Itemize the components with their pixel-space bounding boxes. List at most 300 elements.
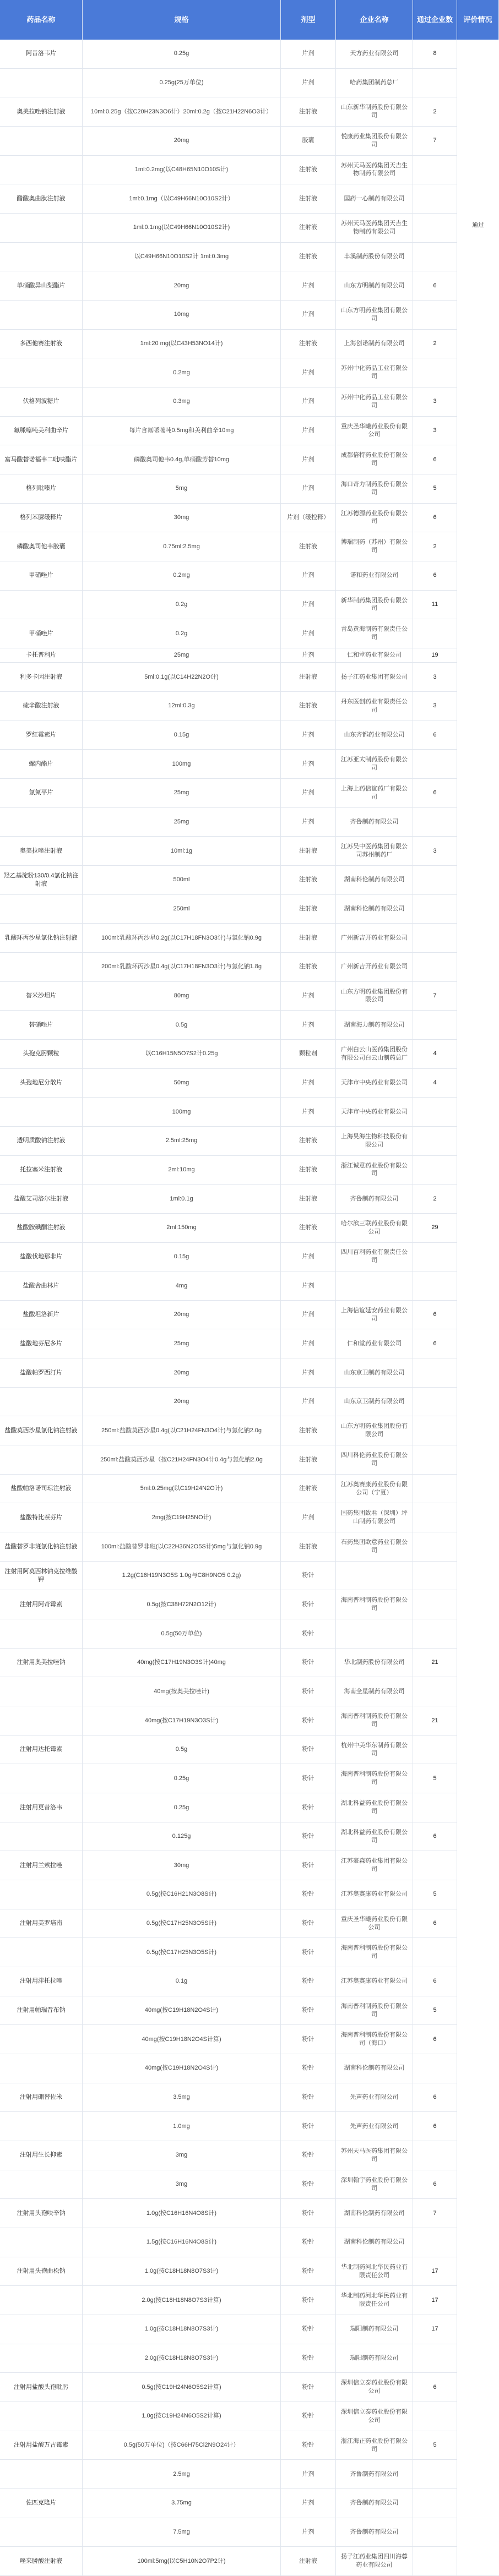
company-count-cell: [413, 2054, 457, 2083]
spec-cell: 2ml:150mg: [83, 1214, 281, 1243]
company-cell: 国药集团致君（深圳）坪山制药有限公司: [336, 1503, 413, 1532]
company-count-cell: 6: [413, 445, 457, 474]
drug-name-cell: [0, 1764, 83, 1793]
dosage-form-cell: 粉针: [281, 2170, 336, 2200]
company-cell: 瑞阳制药有限公司: [336, 2344, 413, 2373]
spec-cell: 250ml:盐酸莫西沙星（按C21H24FN3O4计0.4g与氯化钠2.0g: [83, 1445, 281, 1475]
company-cell: 华北制药河北华民药业有限责任公司: [336, 2257, 413, 2286]
dosage-form-cell: 注射液: [281, 1416, 336, 1445]
dosage-form-cell: 注射液: [281, 1127, 336, 1156]
company-cell: 山东京卫制药有限公司: [336, 1388, 413, 1417]
spec-cell: 3mg: [83, 2141, 281, 2170]
spec-cell: 40mg(按C19H18N2O4S计): [83, 1996, 281, 2026]
drug-name-cell: 单硝酸异山梨酯片: [0, 271, 83, 301]
drug-name-cell: [0, 2112, 83, 2141]
spec-cell: 0.5g(按C17H25N3O5S计): [83, 1938, 281, 1967]
company-cell: 海南普利制药股份有限公司（海口）: [336, 2025, 413, 2054]
company-cell: 江苏奥赛康药业有限公司: [336, 1967, 413, 1996]
company-cell: 山东新华制药股份有限公司: [336, 97, 413, 127]
drug-name-cell: [0, 1677, 83, 1706]
dosage-form-cell: 粉针: [281, 1562, 336, 1591]
company-count-cell: [413, 2489, 457, 2518]
dosage-form-cell: 注射液: [281, 924, 336, 953]
company-count-cell: 7: [413, 982, 457, 1011]
company-cell: 成都倍特药业股份有限公司: [336, 445, 413, 474]
company-cell: 湖南科伦制药有限公司: [336, 895, 413, 924]
company-count-cell: 5: [413, 1996, 457, 2026]
dosage-form-cell: 粉针: [281, 1880, 336, 1909]
company-count-cell: [413, 301, 457, 330]
spec-cell: 20mg: [83, 1388, 281, 1417]
company-cell: 山东方明药业集团有限公司: [336, 301, 413, 330]
dosage-form-cell: 粉针: [281, 1851, 336, 1880]
company-cell: 山东方明药业集团股份有限公司: [336, 1416, 413, 1445]
company-count-cell: 3: [413, 692, 457, 721]
company-count-cell: [413, 2141, 457, 2170]
drug-name-cell: 注射用头孢曲松钠: [0, 2257, 83, 2286]
dosage-form-cell: 片剂: [281, 1503, 336, 1532]
dosage-form-cell: 片剂: [281, 808, 336, 837]
company-count-cell: 3: [413, 837, 457, 866]
spec-cell: 1.2g(C16H19N3O5S 1.0g与C8H9NO5 0.2g): [83, 1562, 281, 1591]
spec-cell: 磷酸奥司他韦0.4g,单硝酸芳替10mg: [83, 445, 281, 474]
drug-name-cell: [0, 2315, 83, 2344]
company-count-cell: [413, 2547, 457, 2576]
company-count-cell: 5: [413, 2431, 457, 2460]
drug-name-cell: 盐酸胺碘酮注射液: [0, 1214, 83, 1243]
company-cell: 国药一心制药有限公司: [336, 184, 413, 214]
company-count-cell: [413, 808, 457, 837]
dosage-form-cell: 粉针: [281, 1967, 336, 1996]
company-count-cell: 2: [413, 330, 457, 359]
company-count-cell: 6: [413, 2083, 457, 2113]
dosage-form-cell: 片剂: [281, 648, 336, 663]
company-cell: 广州新吉开药业有限公司: [336, 924, 413, 953]
company-cell: 苏州中化药品工业有限公司: [336, 358, 413, 388]
drug-name-cell: [0, 1938, 83, 1967]
drug-name-cell: [0, 1098, 83, 1127]
drug-name-cell: [0, 2518, 83, 2547]
spec-cell: 0.1g: [83, 1967, 281, 1996]
company-cell: 湖南科伦制药有限公司: [336, 2199, 413, 2228]
company-cell: 天津市中央药业有限公司: [336, 1098, 413, 1127]
company-cell: 四川科伦药业股份有限公司: [336, 1445, 413, 1475]
company-count-cell: 4: [413, 1040, 457, 1069]
dosage-form-cell: 颗粒剂: [281, 1040, 336, 1069]
drug-name-cell: 替米沙坦片: [0, 982, 83, 1011]
dosage-form-cell: 片剂: [281, 591, 336, 620]
company-count-cell: [413, 953, 457, 982]
drug-name-cell: 注射用阿莫西林钠克拉维酸钾: [0, 1562, 83, 1591]
company-cell: 齐鲁制药有限公司: [336, 1185, 413, 1214]
company-cell: 湖南海力制药有限公司: [336, 1011, 413, 1040]
dosage-form-cell: 片剂: [281, 561, 336, 591]
dosage-form-cell: 片剂: [281, 417, 336, 446]
dosage-form-cell: 注射液: [281, 214, 336, 243]
company-count-cell: 6: [413, 1301, 457, 1330]
company-count-cell: 6: [413, 2112, 457, 2141]
company-cell: 山东齐都药业有限公司: [336, 721, 413, 750]
dosage-form-cell: 注射液: [281, 895, 336, 924]
spec-cell: 每片含氟哌噻吨0.5mg和美利曲辛10mg: [83, 417, 281, 446]
drug-name-cell: [0, 2054, 83, 2083]
company-cell: 湖南科伦制药有限公司: [336, 2054, 413, 2083]
header-count: 通过企业数: [413, 0, 457, 40]
spec-cell: 25mg: [83, 779, 281, 808]
drug-name-cell: [0, 1388, 83, 1417]
company-cell: 齐鲁制药有限公司: [336, 2460, 413, 2489]
company-count-cell: 5: [413, 1764, 457, 1793]
dosage-form-cell: 片剂: [281, 2518, 336, 2547]
spec-cell: 1.0mg: [83, 2112, 281, 2141]
dosage-form-cell: 片剂: [281, 619, 336, 648]
company-cell: 扬子江药业集团四川海蓉药业有限公司: [336, 2547, 413, 2576]
dosage-form-cell: 片剂（缓控释）: [281, 504, 336, 533]
company-count-cell: [413, 1532, 457, 1562]
drug-name-cell: 注射用盐酸头孢吡肟: [0, 2373, 83, 2402]
company-cell: 浙江诚意药业股份有限公司: [336, 1156, 413, 1185]
company-count-cell: 19: [413, 648, 457, 663]
spec-cell: 0.5g(按C38H72N2O12计): [83, 1590, 281, 1619]
company-count-cell: 4: [413, 1069, 457, 1098]
company-cell: 仁和堂药业有限公司: [336, 648, 413, 663]
dosage-form-cell: 注射液: [281, 837, 336, 866]
spec-cell: 0.5g(50万单位)（按C66H75Cl2N9O24计）: [83, 2431, 281, 2460]
company-cell: 湖北科益药业股份有限公司: [336, 1793, 413, 1822]
company-cell: 青岛黄海制药有限责任公司: [336, 619, 413, 648]
company-cell: 哈尔滨三联药业股份有限公司: [336, 1214, 413, 1243]
dosage-form-cell: 片剂: [281, 1011, 336, 1040]
company-count-cell: 2: [413, 97, 457, 127]
company-count-cell: 6: [413, 721, 457, 750]
spec-cell: 0.25g: [83, 1764, 281, 1793]
dosage-form-cell: 片剂: [281, 779, 336, 808]
company-cell: 海南全星制药有限公司: [336, 1677, 413, 1706]
spec-cell: 25mg: [83, 648, 281, 663]
company-cell: 江苏奥赛康药业股份有限公司（宁夏）: [336, 1475, 413, 1504]
drug-name-cell: 奥美拉唑注射液: [0, 837, 83, 866]
spec-cell: 3mg: [83, 2170, 281, 2200]
company-count-cell: 17: [413, 2257, 457, 2286]
dosage-form-cell: 注射液: [281, 1214, 336, 1243]
drug-name-cell: 格列苯脲缓释片: [0, 504, 83, 533]
drug-name-cell: [0, 156, 83, 185]
dosage-form-cell: 胶囊: [281, 127, 336, 156]
spec-cell: 10ml:1g: [83, 837, 281, 866]
company-cell: 苏州中化药品工业有限公司: [336, 388, 413, 417]
company-count-cell: [413, 243, 457, 272]
dosage-form-cell: 粉针: [281, 2025, 336, 2054]
company-count-cell: 6: [413, 2025, 457, 2054]
dosage-form-cell: 注射液: [281, 330, 336, 359]
spec-cell: 40mg(按C19H18N2O4S计): [83, 2054, 281, 2083]
company-count-cell: 3: [413, 417, 457, 446]
company-count-cell: [413, 156, 457, 185]
spec-cell: 以C16H15N5O7S2计0.25g: [83, 1040, 281, 1069]
drug-name-cell: [0, 953, 83, 982]
dosage-form-cell: 注射液: [281, 1475, 336, 1504]
company-count-cell: 6: [413, 779, 457, 808]
spec-cell: 0.25g: [83, 40, 281, 69]
company-count-cell: [413, 1677, 457, 1706]
drug-name-cell: [0, 69, 83, 98]
dosage-form-cell: 注射液: [281, 866, 336, 895]
spec-cell: 20mg: [83, 1358, 281, 1388]
company-count-cell: [413, 1619, 457, 1649]
spec-cell: 40mg(按C17H19N3O3S计)40mg: [83, 1649, 281, 1678]
drug-name-cell: 注射用帕瑞昔布钠: [0, 1996, 83, 2026]
spec-cell: 80mg: [83, 982, 281, 1011]
company-cell: 海南普利制药股份有限公司: [336, 1938, 413, 1967]
drug-name-cell: [0, 2286, 83, 2315]
company-cell: 重庆圣华曦药业股份有限公司: [336, 1909, 413, 1939]
company-count-cell: 6: [413, 561, 457, 591]
company-cell: [336, 1271, 413, 1301]
drug-name-cell: 注射用盐酸万古霉素: [0, 2431, 83, 2460]
spec-cell: 0.2g: [83, 591, 281, 620]
company-count-cell: 6: [413, 271, 457, 301]
company-count-cell: [413, 750, 457, 779]
company-cell: 杭州中美华东制药有限公司: [336, 1735, 413, 1765]
spec-cell: 0.3mg: [83, 388, 281, 417]
company-count-cell: 5: [413, 474, 457, 504]
spec-cell: 30mg: [83, 504, 281, 533]
header-company: 企业名称: [336, 0, 413, 40]
spec-cell: 20mg: [83, 127, 281, 156]
spec-cell: 0.2mg: [83, 358, 281, 388]
drug-name-cell: 富马酸替诺福韦二吡呋酯片: [0, 445, 83, 474]
spec-cell: 25mg: [83, 808, 281, 837]
dosage-form-cell: 注射液: [281, 1532, 336, 1562]
drug-name-cell: [0, 2344, 83, 2373]
company-count-cell: [413, 866, 457, 895]
drug-name-cell: [0, 2170, 83, 2200]
company-count-cell: [413, 1127, 457, 1156]
spec-cell: 100mg: [83, 750, 281, 779]
drug-name-cell: [0, 214, 83, 243]
drug-name-cell: [0, 1880, 83, 1909]
company-cell: 海南普利制药股份有限公司: [336, 1590, 413, 1619]
spec-cell: 0.5g(按C17H25N3O5S计): [83, 1909, 281, 1939]
dosage-form-cell: 片剂: [281, 982, 336, 1011]
company-count-cell: [413, 924, 457, 953]
spec-cell: 10mg: [83, 301, 281, 330]
dosage-form-cell: 片剂: [281, 1098, 336, 1127]
drug-name-cell: 利多卡因注射液: [0, 663, 83, 692]
spec-cell: 1.0g(按C18H18N8O7S3计): [83, 2257, 281, 2286]
dosage-form-cell: 片剂: [281, 2489, 336, 2518]
company-cell: 深圳信立泰药业股份有限公司: [336, 2373, 413, 2402]
company-cell: 上海信谊延安药业有限公司: [336, 1301, 413, 1330]
company-cell: 广州白云山医药集团股份有限公司白云山制药总厂: [336, 1040, 413, 1069]
drug-name-cell: [0, 1822, 83, 1852]
company-cell: 先声药业有限公司: [336, 2112, 413, 2141]
dosage-form-cell: 片剂: [281, 271, 336, 301]
drug-name-cell: 乳酸环丙沙星氯化钠注射液: [0, 924, 83, 953]
spec-cell: 1.0g(按C16H16N4O8S计): [83, 2199, 281, 2228]
company-count-cell: 17: [413, 2286, 457, 2315]
dosage-form-cell: 注射液: [281, 663, 336, 692]
spec-cell: 1ml:0.1mg（以C49H66N10O10S2计）: [83, 184, 281, 214]
drug-name-cell: [0, 358, 83, 388]
company-cell: 华北制药股份有限公司: [336, 1649, 413, 1678]
company-count-cell: 2: [413, 532, 457, 561]
dosage-form-cell: 粉针: [281, 2199, 336, 2228]
dosage-form-cell: 粉针: [281, 2286, 336, 2315]
spec-cell: 0.5g: [83, 1011, 281, 1040]
dosage-form-cell: 片剂: [281, 301, 336, 330]
company-count-cell: [413, 1388, 457, 1417]
company-count-cell: [413, 1358, 457, 1388]
drug-name-cell: 氟哌噻吨美利曲辛片: [0, 417, 83, 446]
drug-name-cell: 盐酸艾司洛尔注射液: [0, 1185, 83, 1214]
spec-cell: 4mg: [83, 1271, 281, 1301]
dosage-form-cell: 粉针: [281, 2228, 336, 2257]
dosage-form-cell: 粉针: [281, 2257, 336, 2286]
company-cell: 江苏亚太制药股份有限公司: [336, 750, 413, 779]
dosage-form-cell: 片剂: [281, 750, 336, 779]
drug-name-cell: 罗红霉素片: [0, 721, 83, 750]
dosage-form-cell: 片剂: [281, 69, 336, 98]
spec-cell: 1ml:20 mg(以C43H53NO14计): [83, 330, 281, 359]
dosage-form-cell: 粉针: [281, 1822, 336, 1852]
spec-cell: 1.0g(按C19H24N6O5S2计算): [83, 2402, 281, 2431]
company-count-cell: 21: [413, 1706, 457, 1735]
company-cell: 山东方明药业集团股份有限公司: [336, 982, 413, 1011]
drug-name-cell: 多西他赛注射液: [0, 330, 83, 359]
company-cell: 苏州天马医药集团天吉生物制药有限公司: [336, 156, 413, 185]
dosage-form-cell: 片剂: [281, 1388, 336, 1417]
company-count-cell: 11: [413, 591, 457, 620]
company-count-cell: [413, 1938, 457, 1967]
company-cell: 海南普利制药股份有限公司: [336, 1764, 413, 1793]
spec-cell: 0.25g(25万单位): [83, 69, 281, 98]
drug-name-cell: 注射用头孢呋辛钠: [0, 2199, 83, 2228]
dosage-form-cell: 片剂: [281, 1358, 336, 1388]
drug-name-cell: 氯氮平片: [0, 779, 83, 808]
company-count-cell: [413, 2518, 457, 2547]
dosage-form-cell: 片剂: [281, 1301, 336, 1330]
dosage-form-cell: 粉针: [281, 1735, 336, 1765]
drug-name-cell: 甲硝唑片: [0, 561, 83, 591]
dosage-form-cell: 粉针: [281, 1764, 336, 1793]
spec-cell: 5ml:0.1g(以C14H22N2O计): [83, 663, 281, 692]
company-cell: 苏州天马医药集团天吉生物制药有限公司: [336, 214, 413, 243]
company-cell: 新华制药集团股份有限公司: [336, 591, 413, 620]
header-form: 剂型: [281, 0, 336, 40]
spec-cell: 250ml: [83, 895, 281, 924]
drug-name-cell: [0, 808, 83, 837]
company-count-cell: 6: [413, 2373, 457, 2402]
spec-cell: 0.5g(按C16H21N3O8S计): [83, 1880, 281, 1909]
company-cell: 扬子江药业集团有限公司: [336, 663, 413, 692]
drug-name-cell: 注射用泮托拉唑: [0, 1967, 83, 1996]
dosage-form-cell: 粉针: [281, 1793, 336, 1822]
company-cell: 江苏吴中医药集团有限公司苏州制药厂: [336, 837, 413, 866]
company-count-cell: [413, 1793, 457, 1822]
company-count-cell: [413, 1011, 457, 1040]
company-cell: 苏州天马医药集团有限公司: [336, 2141, 413, 2170]
drug-name-cell: 甲硝唑片: [0, 619, 83, 648]
company-count-cell: 3: [413, 663, 457, 692]
spec-cell: 2.5ml:25mg: [83, 1127, 281, 1156]
dosage-form-cell: 粉针: [281, 1649, 336, 1678]
company-count-cell: [413, 1445, 457, 1475]
company-count-cell: [413, 1271, 457, 1301]
drug-name-cell: 盐酸地芬尼多片: [0, 1329, 83, 1358]
company-cell: 上海上药信谊药厂有限公司: [336, 779, 413, 808]
drug-name-cell: 注射用达托霉素: [0, 1735, 83, 1765]
spec-cell: 40mg(按C17H19N3O3S计): [83, 1706, 281, 1735]
company-cell: 诺和药业有限公司: [336, 561, 413, 591]
company-count-cell: 21: [413, 1649, 457, 1678]
company-cell: 江苏豪森药业集团有限公司: [336, 1851, 413, 1880]
drug-name-cell: 格列吡嗪片: [0, 474, 83, 504]
company-cell: 湖南科伦制药有限公司: [336, 2228, 413, 2257]
company-count-cell: [413, 895, 457, 924]
company-count-cell: 5: [413, 1880, 457, 1909]
company-count-cell: 6: [413, 1822, 457, 1852]
company-count-cell: [413, 1735, 457, 1765]
spec-cell: 200ml:乳酸环丙沙星0.4g(以C17H18FN3O3计)与氯化钠1.8g: [83, 953, 281, 982]
company-count-cell: [413, 619, 457, 648]
spec-cell: 2.0g(按C18H18N8O7S3计算): [83, 2286, 281, 2315]
company-count-cell: [413, 1098, 457, 1127]
dosage-form-cell: 片剂: [281, 721, 336, 750]
spec-cell: 0.15g: [83, 721, 281, 750]
dosage-form-cell: 片剂: [281, 445, 336, 474]
drug-name-cell: 盐酸帕洛诺司琼注射液: [0, 1475, 83, 1504]
spec-cell: 7.5mg: [83, 2518, 281, 2547]
company-cell: 山东方明制药有限公司: [336, 271, 413, 301]
spec-cell: 0.75ml:2.5mg: [83, 532, 281, 561]
company-count-cell: 29: [413, 1214, 457, 1243]
dosage-form-cell: 片剂: [281, 1329, 336, 1358]
dosage-form-cell: 粉针: [281, 1706, 336, 1735]
company-count-cell: 7: [413, 2199, 457, 2228]
drug-name-cell: 注射用奥美拉唑钠: [0, 1649, 83, 1678]
company-cell: 哈药集团制药总厂: [336, 69, 413, 98]
evaluation-status-cell: 通过: [457, 40, 499, 2576]
company-count-cell: 3: [413, 388, 457, 417]
dosage-form-cell: 粉针: [281, 1938, 336, 1967]
dosage-form-cell: 片剂: [281, 2460, 336, 2489]
company-cell: 博瑞制药（苏州）有限公司: [336, 532, 413, 561]
company-cell: 重庆圣华曦药业股份有限公司: [336, 417, 413, 446]
drug-name-cell: 透明质酸钠注射液: [0, 1127, 83, 1156]
spec-cell: 0.2g: [83, 619, 281, 648]
dosage-form-cell: 片剂: [281, 358, 336, 388]
spec-cell: 25mg: [83, 1329, 281, 1358]
dosage-form-cell: 粉针: [281, 2112, 336, 2141]
company-count-cell: [413, 69, 457, 98]
spec-cell: 40mg(按奥美拉唑计): [83, 1677, 281, 1706]
company-count-cell: 6: [413, 1909, 457, 1939]
spec-cell: 0.2mg: [83, 561, 281, 591]
spec-cell: 0.5g: [83, 1735, 281, 1765]
dosage-form-cell: 片剂: [281, 1069, 336, 1098]
drug-name-cell: 羟乙基淀粉130/0.4氯化钠注射液: [0, 866, 83, 895]
company-count-cell: [413, 2344, 457, 2373]
company-cell: 江苏奥赛康药业有限公司: [336, 1880, 413, 1909]
spec-cell: 100ml:盐酸替罗非班(以C22H36N2O5S计)5mg与氯化钠0.9g: [83, 1532, 281, 1562]
company-cell: 海口奇力制药股份有限公司: [336, 474, 413, 504]
drug-name-cell: 注射用美罗培南: [0, 1909, 83, 1939]
spec-cell: 100ml:5mg(以C5H10N2O7P2计): [83, 2547, 281, 2576]
company-cell: 天津市中央药业有限公司: [336, 1069, 413, 1098]
company-cell: 上海创诺制药有限公司: [336, 330, 413, 359]
dosage-form-cell: 粉针: [281, 2344, 336, 2373]
